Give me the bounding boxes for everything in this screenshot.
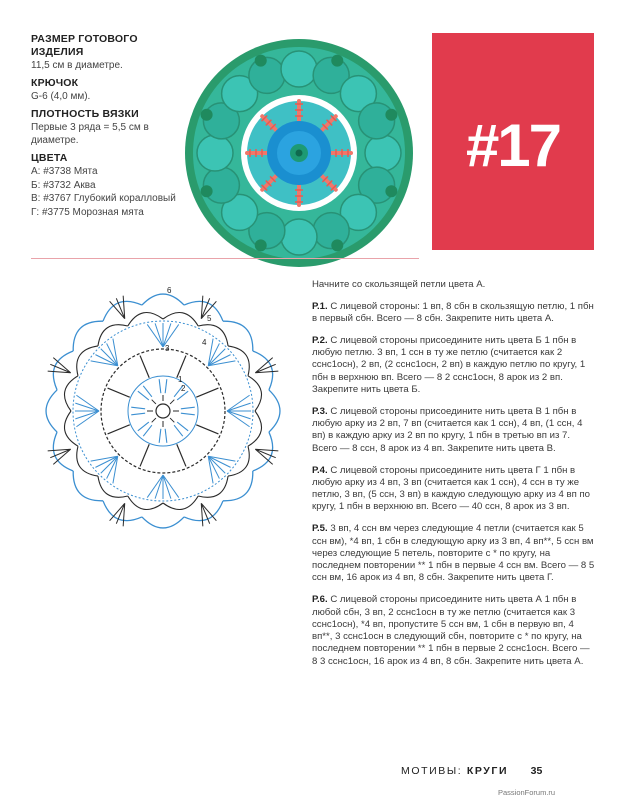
crochet-chart [28, 276, 298, 546]
size-value: 11,5 см в диаметре. [31, 60, 123, 71]
round-3-label: Р.3. [312, 405, 328, 417]
section-prefix: МОТИВЫ: [401, 765, 463, 777]
round-6-label: Р.6. [312, 594, 328, 606]
chart-round2-stitch [159, 379, 161, 393]
chart-round1-stitch [152, 418, 156, 422]
pattern-badge [432, 33, 594, 250]
round-5 [312, 523, 596, 584]
round-label-5: 5 [207, 314, 212, 323]
chart-round2-stitch [143, 425, 152, 436]
motif-petal [365, 135, 401, 171]
chart-round4-stitch [155, 475, 163, 499]
motif-dot [331, 55, 343, 67]
chart-round5-arc [198, 476, 228, 497]
motif-dot [201, 109, 213, 121]
chart-round2-stitch [174, 425, 183, 436]
chart-round5-arc [77, 446, 98, 476]
chart-round3-stitch [140, 356, 149, 378]
colors-heading: ЦВЕТА [31, 152, 68, 164]
motif-petal [249, 57, 285, 93]
chart-round5-arc [163, 496, 198, 510]
chart-round2-stitch [165, 429, 167, 443]
chart-round4-stitch [227, 411, 250, 427]
round-2-label: Р.2. [312, 334, 328, 346]
motif-dot [331, 239, 343, 251]
motif-dot [255, 239, 267, 251]
chart-round3-stitch [196, 388, 218, 397]
chart-round2-stitch [131, 407, 145, 409]
chart-round6-arc [184, 301, 223, 321]
section-divider [31, 258, 419, 259]
chart-round4-stitch [147, 475, 163, 498]
chart-round4-stitch [227, 395, 250, 411]
chart-round5-arc [128, 496, 163, 510]
chart-round2-stitch [143, 386, 152, 397]
chart-round5-arc [228, 346, 249, 376]
chart-round4-stitch [76, 411, 99, 427]
motif-petal [203, 167, 239, 203]
round-3 [312, 406, 596, 455]
chart-round5-arc [248, 376, 262, 411]
round-4 [312, 465, 596, 514]
round-2-text: С лицевой стороны присоедините нить цвета Б 1 пбн в любую петлю. 3 вп, 1 ссн в ту же петлю (считается как 2 сснс1осн), 2 вп, (2 сснс1осн, 2 вп) в каждую петлю по кругу, 1 пбн в верхнюю вп. Всего — 8 2 сснс1осн, 8 арок из 2 вп. Закрепите нить цвета Б. [312, 334, 586, 396]
page-number: 35 [530, 765, 543, 777]
chart-round6-arc [53, 432, 73, 471]
motif-petal [197, 135, 233, 171]
color-c: В: #3767 Глубокий коралловый [31, 193, 176, 204]
chart-round5-arc [128, 312, 163, 326]
chart-round3-stitch [108, 425, 130, 434]
chart-round2-stitch [177, 422, 188, 431]
chart-round4-stitch [75, 411, 99, 419]
chart-round6-arc [142, 517, 184, 528]
chart-round4-stitch [227, 411, 251, 419]
motif-dot [385, 109, 397, 121]
chart-round3-stitch [196, 425, 218, 434]
gauge-value: Первые 3 ряда = 5,5 см в диаметре. [31, 122, 149, 146]
motif-photo [181, 35, 417, 271]
color-b: Б: #3732 Аква [31, 179, 96, 191]
chart-round6-arc [253, 432, 273, 471]
round-4-label: Р.4. [312, 464, 328, 476]
round-6 [312, 594, 596, 668]
chart-round1-stitch [170, 418, 174, 422]
round-3-text: С лицевой стороны присоедините нить цвета В 1 пбн в любую арку из 2 вп, 7 вп (считается как 1 ссн), 4 вп, (1 ссн, 4 вп) в каждую арку из 2 вп по кругу, 1 пбн в третью вп из 7. Всего — 8 ссн, 8 арок из 4 вп. Закрепите нить цвета В. [312, 405, 583, 454]
section-name: КРУГИ [466, 765, 509, 777]
motif-petal [281, 51, 317, 87]
chart-round6-arc [253, 351, 273, 390]
chart-round4-stitch [163, 475, 179, 498]
round-label-4: 4 [202, 338, 207, 347]
color-a: А: #3738 Мята [31, 166, 98, 177]
chart-round6-arc [103, 501, 142, 521]
chart-round5-arc [248, 411, 262, 446]
chart-round4-stitch [227, 403, 251, 411]
round-label-1: 1 [178, 375, 183, 384]
chart-round5-arc [98, 325, 128, 346]
instructions [312, 279, 596, 678]
chart-blue-stitches [46, 294, 280, 528]
chart-round6-arc [269, 390, 280, 432]
round-4-text: С лицевой стороны присоедините нить цвета Г 1 пбн в любую арку из 4 вп, 3 вп (считается как 1 ссн), 4 ссн в ту же петлю, 3 вп, (5 ссн, 3 вп) в каждую следующую арку из 4 вп по кругу, 1 пбн в верхнюю вп. Всего — 40 ссн, 8 арок из 3 вп. [312, 464, 591, 513]
chart-round2-stitch [165, 379, 167, 393]
chart-round5-arc [77, 346, 98, 376]
page-footer [401, 765, 542, 777]
chart-round1-stitch [170, 400, 174, 404]
hook-value: G-6 (4,0 мм). [31, 91, 91, 102]
gauge-heading: ПЛОТНОСТЬ ВЯЗКИ [31, 108, 139, 120]
chart-round5-arc [98, 476, 128, 497]
chart-round3-chain [101, 349, 225, 473]
chart-round6-arc [73, 471, 103, 501]
size-heading: РАЗМЕР ГОТОВОГО ИЗДЕЛИЯ [31, 33, 138, 58]
chart-round2-stitch [138, 391, 149, 400]
round-label-2: 2 [181, 384, 186, 393]
color-d: Г: #3775 Морозная мята [31, 206, 144, 218]
chart-round2-stitch [138, 422, 149, 431]
project-specs [31, 33, 191, 219]
chart-round6-arc [103, 301, 142, 321]
chart-round3-stitch [140, 444, 149, 466]
round-label-6: 6 [167, 286, 172, 295]
chart-round6-arc [223, 471, 253, 501]
motif-petal [359, 103, 395, 139]
chart-round6-arc [184, 501, 223, 521]
pattern-number: #17 [465, 112, 561, 179]
chart-round5-arc [64, 376, 78, 411]
chart-round2-arc [128, 376, 198, 446]
round-5-label: Р.5. [312, 523, 328, 535]
chart-round5-arc [228, 446, 249, 476]
chart-round2-stitch [159, 429, 161, 443]
chart-round4-stitch [155, 323, 163, 347]
colors-list [31, 165, 191, 219]
chart-round6-arc [223, 321, 253, 351]
chart-round3-stitch [177, 444, 186, 466]
round-1 [312, 301, 596, 326]
round-2 [312, 335, 596, 396]
motif-dot [385, 185, 397, 197]
chart-round6-arc [53, 351, 73, 390]
chart-round5-arc [163, 312, 198, 326]
chart-round6-arc [73, 321, 103, 351]
chart-round4-stitch [147, 324, 163, 347]
chart-magic-ring [156, 404, 170, 418]
chart-round4-stitch [76, 395, 99, 411]
round-label-3: 3 [165, 344, 170, 353]
chart-round3-stitch [108, 388, 130, 397]
chart-round6-arc [46, 390, 57, 432]
round-5-text: 3 вп, 4 ссн вм через следующие 4 петли (считается как 5 ссн вм), *4 вп, 1 сбн в следующую арку из 3 вп, 4 вп**, 5 ссн вм через следующие 5 петель, повторите с * по кругу, на последнем повторении ** 1 пбн в первые 4 ссн вм. Всего — 8 5 ссн вм, 16 арок из 4 вп, 8 сбн. Закрепите нить цвета Г. [312, 523, 595, 584]
watermark: PassionForum.ru [498, 788, 556, 797]
round-1-label: Р.1. [312, 300, 328, 312]
chart-round2-stitch [181, 413, 195, 415]
chart-round2-stitch [181, 407, 195, 409]
hook-heading: КРЮЧОК [31, 77, 79, 89]
chart-round2-stitch [131, 413, 145, 415]
chart-round4-stitch [75, 403, 99, 411]
motif-petal [281, 219, 317, 255]
motif-dot [201, 185, 213, 197]
motif-petal [313, 213, 349, 249]
round-6-text: С лицевой стороны присоедините нить цвета А 1 пбн в любой сбн, 3 вп, 2 сснс1осн в ту же петлю (считается как 3 сснс1осн), *4 вп, пропустите 5 ссн вм, 1 сбн в первую вп, 4 вп**, 3 сснс1осн в следующий сбн, повторите с * по кругу, на последнем повторении ** 1 пбн в первые 2 сснс1осн. Всего — 8 3 сснс1осн, 16 арок из 4 вп, 8 сбн. Закрепите нить цвета А. [312, 594, 590, 667]
intro-text: Начните со скользящей петли цвета А. [312, 279, 486, 290]
chart-round4-chain [73, 321, 253, 501]
chart-round5-arc [64, 411, 78, 446]
chart-round4-stitch [163, 475, 171, 499]
chart-round6-arc [142, 294, 184, 305]
round-1-text: С лицевой стороны: 1 вп, 8 сбн в скользящую петлю, 1 пбн в первый сбн. Всего — 8 сбн. Закрепите нить цвета А. [312, 300, 594, 325]
motif-dot [255, 55, 267, 67]
chart-round1-stitch [152, 400, 156, 404]
